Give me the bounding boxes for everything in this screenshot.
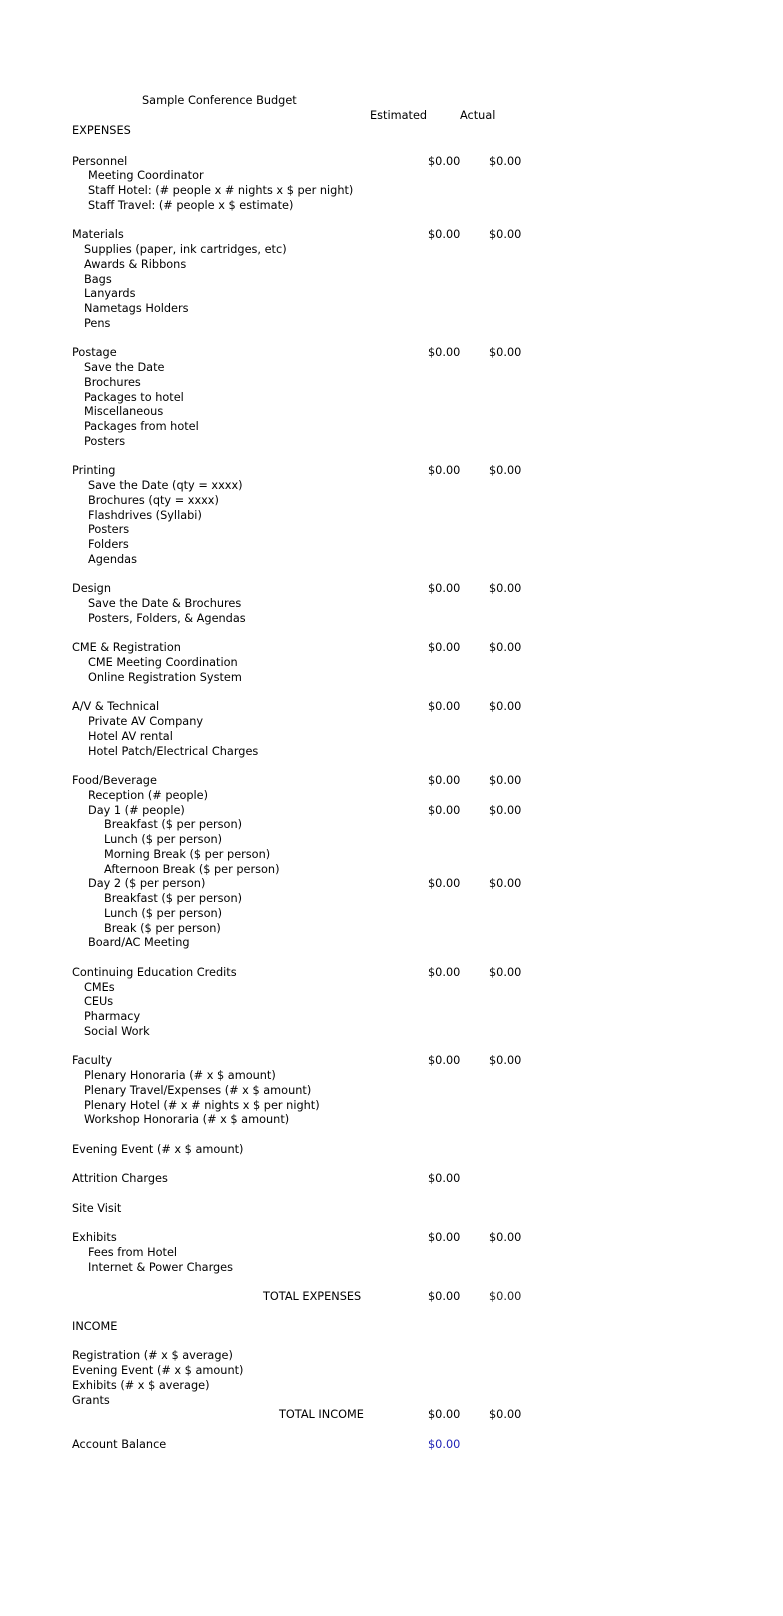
expense-line-item-row	[0, 478, 783, 493]
line-item-label: Breakfast ($ per person)	[104, 892, 243, 905]
account-balance-label: Account Balance	[72, 1437, 167, 1451]
expense-line-item-row	[0, 183, 783, 198]
expense-line-item-row	[0, 906, 783, 921]
actual-value: $0.00	[489, 877, 522, 891]
line-item-label: Plenary Honoraria (# x $ amount)	[84, 1069, 276, 1082]
line-item-label: Save the Date (qty = xxxx)	[88, 479, 243, 492]
expense-line-item-row	[0, 670, 783, 685]
estimated-value: $0.00	[428, 774, 461, 787]
expense-line-item-row	[0, 493, 783, 508]
account-balance-value: $0.00	[428, 1437, 461, 1451]
line-item-label: Day 2 ($ per person)	[88, 877, 206, 891]
expense-line-item-row	[0, 655, 783, 670]
expense-line-item-row	[0, 729, 783, 744]
line-item-label: Posters, Folders, & Agendas	[88, 611, 246, 625]
estimated-value: $0.00	[428, 228, 461, 242]
expense-line-item-row	[0, 272, 783, 287]
line-item-label: Folders	[88, 538, 129, 551]
actual-value: $0.00	[489, 228, 522, 242]
line-item-label: Brochures	[84, 375, 141, 389]
account-balance-row	[0, 1437, 783, 1452]
expense-category-row	[0, 640, 783, 655]
expense-line-item-row	[0, 360, 783, 375]
expense-category-row	[0, 699, 783, 714]
expense-line-item-row	[0, 876, 783, 891]
line-item-label: Packages from hotel	[84, 420, 199, 433]
expense-line-item-row	[0, 508, 783, 523]
line-item-label: Afternoon Break ($ per person)	[104, 862, 280, 876]
expense-line-item-row	[0, 419, 783, 434]
expense-line-item-row	[0, 404, 783, 419]
line-item-label: Awards & Ribbons	[84, 257, 187, 271]
expense-line-item-row	[0, 1260, 783, 1275]
category-label: Materials	[72, 228, 124, 242]
line-item-label: Break ($ per person)	[104, 921, 221, 935]
line-item-label: Pens	[84, 316, 111, 330]
line-item-label: Hotel Patch/Electrical Charges	[88, 744, 259, 758]
expense-line-item-row	[0, 862, 783, 877]
line-item-label: Reception (# people)	[88, 788, 209, 802]
estimated-column-header: Estimated	[370, 109, 428, 122]
line-item-label: Agendas	[88, 552, 137, 566]
category-label: Postage	[72, 346, 117, 360]
income-section-heading: INCOME	[72, 1319, 118, 1333]
category-label: Attrition Charges	[72, 1172, 168, 1186]
income-line-item-row	[0, 1348, 783, 1363]
actual-value: $0.00	[489, 582, 522, 596]
expense-category-row	[0, 1053, 783, 1068]
actual-column-header: Actual	[460, 109, 496, 122]
expense-line-item-row	[0, 935, 783, 950]
total-expenses-actual: $0.00	[489, 1290, 522, 1304]
line-item-label: Brochures (qty = xxxx)	[88, 493, 219, 507]
expense-line-item-row	[0, 301, 783, 316]
total-income-row	[0, 1407, 783, 1422]
expense-line-item-row	[0, 434, 783, 449]
line-item-label: Nametags Holders	[84, 302, 189, 315]
category-label: A/V & Technical	[72, 700, 160, 714]
line-item-label: Plenary Hotel (# x # nights x $ per night)	[84, 1098, 320, 1112]
expense-line-item-row	[0, 994, 783, 1009]
expense-line-item-row	[0, 803, 783, 818]
estimated-value: $0.00	[428, 965, 461, 979]
total-income-label: TOTAL INCOME	[279, 1408, 364, 1422]
expense-line-item-row	[0, 390, 783, 405]
estimated-value: $0.00	[428, 346, 461, 360]
category-label: Site Visit	[72, 1201, 122, 1215]
line-item-label: Supplies (paper, ink cartridges, etc)	[84, 243, 287, 256]
line-item-label: Pharmacy	[84, 1010, 141, 1023]
total-expenses-label: TOTAL EXPENSES	[263, 1290, 362, 1304]
income-line-item-row	[0, 1393, 783, 1408]
actual-value: $0.00	[489, 641, 522, 655]
category-label: Design	[72, 582, 112, 596]
expenses-section-heading: EXPENSES	[72, 124, 131, 137]
income-line-item-label: Grants	[72, 1393, 110, 1407]
expense-line-item-row	[0, 168, 783, 183]
expense-line-item-row	[0, 552, 783, 567]
line-item-label: Day 1 (# people)	[88, 803, 185, 817]
line-item-label: Fees from Hotel	[88, 1246, 178, 1259]
expense-line-item-row	[0, 286, 783, 301]
line-item-label: Online Registration System	[88, 670, 242, 684]
estimated-value: $0.00	[428, 641, 461, 655]
actual-value: $0.00	[489, 1231, 522, 1245]
line-item-label: CMEs	[84, 980, 115, 994]
category-label: Printing	[72, 464, 116, 478]
line-item-label: Hotel AV rental	[88, 729, 173, 743]
expense-category-row	[0, 154, 783, 169]
total-income-estimated: $0.00	[428, 1408, 461, 1422]
line-item-label: Lanyards	[84, 287, 136, 301]
line-item-label: Lunch ($ per person)	[104, 906, 223, 920]
expense-line-item-row	[0, 257, 783, 272]
category-label: Evening Event (# x $ amount)	[72, 1142, 244, 1156]
estimated-value: $0.00	[428, 877, 461, 891]
estimated-value: $0.00	[428, 700, 461, 714]
expense-line-item-row	[0, 1112, 783, 1127]
line-item-label: Staff Travel: (# people x $ estimate)	[88, 198, 294, 212]
income-heading-row	[0, 1319, 783, 1334]
income-line-item-label: Registration (# x $ average)	[72, 1349, 233, 1363]
expense-line-item-row	[0, 1009, 783, 1024]
actual-value: $0.00	[489, 346, 522, 360]
expense-line-item-row	[0, 1098, 783, 1113]
expense-category-row	[0, 463, 783, 478]
line-item-label: CME Meeting Coordination	[88, 656, 238, 669]
line-item-label: Morning Break ($ per person)	[104, 847, 271, 861]
category-label: Continuing Education Credits	[72, 965, 237, 979]
estimated-value: $0.00	[428, 1054, 461, 1068]
actual-value: $0.00	[489, 774, 522, 787]
expense-line-item-row	[0, 847, 783, 862]
line-item-label: Workshop Honoraria (# x $ amount)	[84, 1113, 290, 1127]
category-label: CME & Registration	[72, 641, 181, 655]
expense-category-row	[0, 1230, 783, 1245]
expense-line-item-row	[0, 891, 783, 906]
expense-category-row	[0, 227, 783, 242]
line-item-label: Posters	[88, 523, 130, 537]
expense-category-row	[0, 1201, 783, 1216]
line-item-label: Internet & Power Charges	[88, 1260, 234, 1274]
expense-line-item-row	[0, 611, 783, 626]
line-item-label: Meeting Coordinator	[88, 169, 204, 183]
category-label: Personnel	[72, 154, 128, 168]
actual-value: $0.00	[489, 1054, 522, 1068]
expense-line-item-row	[0, 714, 783, 729]
actual-value: $0.00	[489, 700, 522, 714]
actual-value: $0.00	[489, 464, 522, 478]
expense-line-item-row	[0, 817, 783, 832]
line-item-label: Social Work	[84, 1024, 150, 1038]
line-item-label: CEUs	[84, 995, 114, 1009]
income-line-item-row	[0, 1363, 783, 1378]
line-item-label: Lunch ($ per person)	[104, 833, 223, 846]
expense-line-item-row	[0, 788, 783, 803]
actual-value: $0.00	[489, 803, 522, 817]
actual-value: $0.00	[489, 965, 522, 979]
expense-line-item-row	[0, 537, 783, 552]
line-item-label: Plenary Travel/Expenses (# x $ amount)	[84, 1083, 312, 1097]
line-item-label: Save the Date & Brochures	[88, 597, 242, 610]
expense-category-row	[0, 965, 783, 980]
category-label: Faculty	[72, 1054, 113, 1068]
expense-line-item-row	[0, 1068, 783, 1083]
expense-line-item-row	[0, 375, 783, 390]
expense-line-item-row	[0, 522, 783, 537]
expense-category-row	[0, 345, 783, 360]
income-line-item-label: Exhibits (# x $ average)	[72, 1378, 210, 1392]
expense-category-row	[0, 773, 783, 788]
expense-line-item-row	[0, 596, 783, 611]
estimated-value: $0.00	[428, 154, 461, 168]
expense-line-item-row	[0, 316, 783, 331]
expense-category-row	[0, 1142, 783, 1157]
expense-line-item-row	[0, 1245, 783, 1260]
income-line-item-label: Evening Event (# x $ amount)	[72, 1364, 244, 1377]
expense-line-item-row	[0, 198, 783, 213]
expense-line-item-row	[0, 744, 783, 759]
category-label: Exhibits	[72, 1231, 117, 1245]
line-item-label: Board/AC Meeting	[88, 936, 190, 950]
estimated-value: $0.00	[428, 803, 461, 817]
line-item-label: Packages to hotel	[84, 390, 184, 404]
line-item-label: Private AV Company	[88, 715, 204, 728]
line-item-label: Bags	[84, 272, 112, 286]
sheet-title: Sample Conference Budget	[142, 94, 297, 107]
estimated-value: $0.00	[428, 1231, 461, 1245]
line-item-label: Posters	[84, 434, 126, 448]
expense-line-item-row	[0, 980, 783, 995]
total-expenses-row	[0, 1289, 783, 1304]
line-item-label: Breakfast ($ per person)	[104, 818, 243, 832]
expense-line-item-row	[0, 832, 783, 847]
expense-line-item-row	[0, 921, 783, 936]
total-expenses-estimated: $0.00	[428, 1290, 461, 1304]
category-label: Food/Beverage	[72, 774, 157, 787]
line-item-label: Staff Hotel: (# people x # nights x $ per night)	[88, 184, 354, 197]
total-income-actual: $0.00	[489, 1408, 522, 1422]
line-item-label: Miscellaneous	[84, 405, 164, 419]
income-line-item-row	[0, 1378, 783, 1393]
expense-line-item-row	[0, 1024, 783, 1039]
line-item-label: Save the Date	[84, 361, 165, 374]
estimated-value: $0.00	[428, 582, 461, 596]
line-item-label: Flashdrives (Syllabi)	[88, 508, 202, 522]
actual-value: $0.00	[489, 154, 522, 168]
expense-category-row	[0, 581, 783, 596]
estimated-value: $0.00	[428, 464, 461, 478]
expense-category-row	[0, 1171, 783, 1186]
estimated-value: $0.00	[428, 1172, 461, 1186]
expense-line-item-row	[0, 1083, 783, 1098]
expense-line-item-row	[0, 242, 783, 257]
